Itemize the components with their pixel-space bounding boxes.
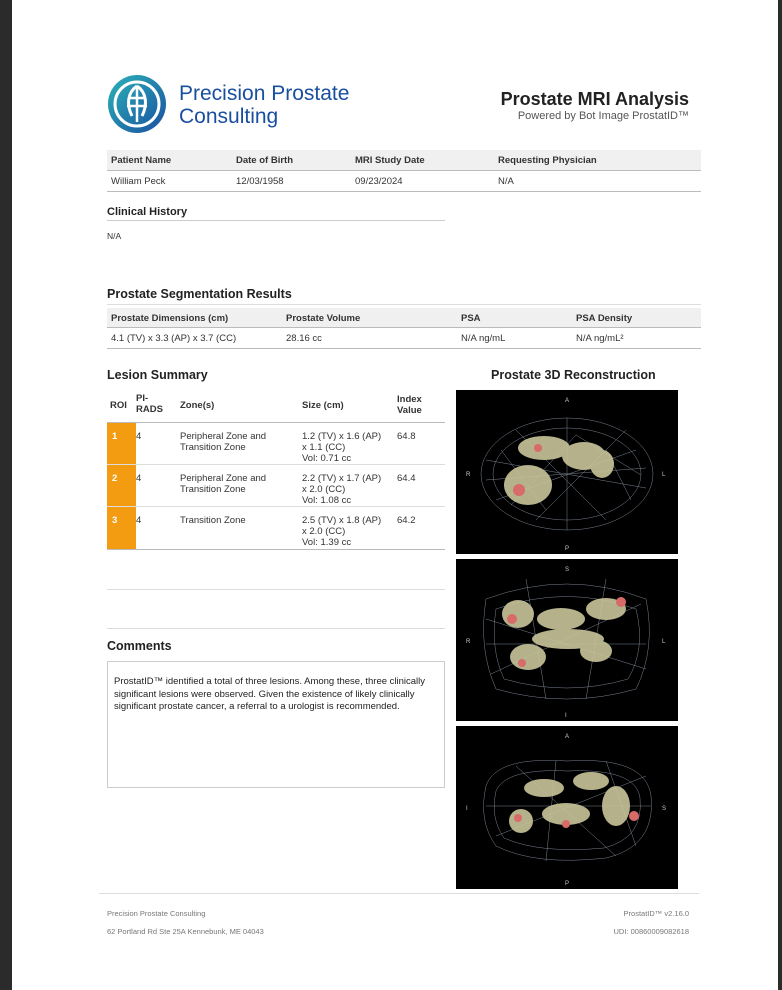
lesion-row (107, 423, 445, 464)
reconstruction-axial-view (456, 390, 678, 554)
comments-box (107, 661, 445, 788)
orientation-right-label: S (662, 806, 667, 812)
lesion-row (107, 507, 445, 549)
divider (107, 549, 445, 550)
psa-header: PSA (461, 313, 481, 324)
clinical-history-text: N/A (107, 231, 122, 241)
orientation-top-label: A (565, 398, 570, 404)
lesion-header-row (107, 390, 445, 422)
roi-header: ROI (110, 400, 127, 411)
index-header-line-2: Value (397, 405, 422, 416)
brand-name (179, 82, 349, 128)
orientation-left-label: R (466, 639, 471, 645)
comments-title: Comments (107, 639, 172, 653)
brand-line-1: Precision Prostate (179, 82, 350, 105)
divider (107, 304, 701, 305)
comments-text: ProstatID™ identified a total of three lesions. Among these, three clinically significant lesions were observed. Given the existence of likely clinically significant prostate cancer, a referral to a urologist is recommended. (114, 676, 426, 712)
psa-value: N/A ng/mL (461, 333, 506, 344)
zone-value: Peripheral Zone and Transition Zone (180, 473, 267, 495)
brand-line-2: Consulting (179, 105, 279, 128)
index-value: 64.8 (397, 431, 416, 442)
precision-prostate-logo-icon (107, 74, 167, 134)
lesion-row (107, 465, 445, 506)
pirads-header-line-2: RADS (136, 404, 163, 415)
orientation-bottom-label: P (565, 546, 570, 552)
clinical-history-title: Clinical History (107, 206, 188, 218)
zone-value: Transition Zone (180, 515, 246, 526)
orientation-right-label: L (662, 472, 666, 478)
reconstruction-coronal-view (456, 559, 678, 721)
dob-header: Date of Birth (236, 155, 293, 166)
divider (107, 628, 445, 629)
patient-header-row (107, 150, 701, 170)
prostate-dimensions: 4.1 (TV) x 3.3 (AP) x 3.7 (CC) (111, 333, 237, 344)
size-header: Size (cm) (302, 400, 344, 411)
divider (107, 170, 701, 171)
roi-number: 2 (107, 465, 136, 506)
divider (107, 220, 445, 221)
zone-header: Zone(s) (180, 400, 215, 411)
reconstruction-title: Prostate 3D Reconstruction (491, 368, 656, 382)
requesting-physician: N/A (498, 176, 514, 187)
report-subtitle: Powered by Bot Image ProstatID™ (517, 110, 689, 122)
orientation-left-label: I (466, 806, 468, 812)
divider (107, 589, 445, 590)
pirads-value: 4 (136, 473, 142, 484)
size-value: 2.2 (TV) x 1.7 (AP) x 2.0 (CC) Vol: 1.08 cc (302, 473, 382, 506)
orientation-bottom-label: I (565, 713, 567, 719)
patient-value-row (107, 176, 701, 190)
index-header-line-1: Index (397, 394, 422, 405)
report-page (12, 0, 778, 990)
pirads-value: 4 (136, 431, 142, 442)
divider (107, 191, 701, 192)
pirads-header-line-1: PI- (136, 393, 149, 404)
date-of-birth: 12/03/1958 (236, 176, 284, 187)
segmentation-header-row (107, 308, 701, 327)
psa-density-value: N/A ng/mL² (576, 333, 624, 344)
pirads-value: 4 (136, 515, 142, 526)
size-value: 1.2 (TV) x 1.6 (AP) x 1.1 (CC) Vol: 0.71 cc (302, 431, 382, 464)
size-value: 2.5 (TV) x 1.8 (AP) x 2.0 (CC) Vol: 1.39 cc (302, 515, 382, 548)
psa-density-header: PSA Density (576, 313, 633, 324)
segmentation-title: Prostate Segmentation Results (107, 287, 292, 301)
divider (107, 348, 701, 349)
segmentation-value-row (107, 333, 701, 347)
divider (107, 327, 701, 328)
orientation-right-label: L (662, 639, 666, 645)
reconstruction-sagittal-view (456, 726, 678, 889)
footer-divider (99, 893, 699, 894)
orientation-top-label: A (565, 734, 570, 740)
footer-version: ProstatID™ v2.16.0 (623, 909, 689, 918)
lesion-summary-title: Lesion Summary (107, 368, 208, 382)
roi-number: 1 (107, 423, 136, 464)
physician-header: Requesting Physician (498, 155, 597, 166)
dimensions-header: Prostate Dimensions (cm) (111, 313, 229, 324)
zone-value: Peripheral Zone and Transition Zone (180, 431, 267, 453)
footer-company: Precision Prostate Consulting (107, 909, 206, 918)
orientation-bottom-label: P (565, 881, 570, 887)
prostate-volume: 28.16 cc (286, 333, 322, 344)
footer-udi: UDI: 00860009082618 (613, 927, 689, 936)
study-date: 09/23/2024 (355, 176, 403, 187)
roi-number: 3 (107, 507, 136, 549)
orientation-left-label: R (466, 472, 471, 478)
patient-name: William Peck (111, 176, 166, 187)
footer-address: 62 Portland Rd Ste 25A Kennebunk, ME 04043 (107, 927, 264, 936)
index-value: 64.4 (397, 473, 416, 484)
index-value: 64.2 (397, 515, 416, 526)
study-date-header: MRI Study Date (355, 155, 425, 166)
orientation-top-label: S (565, 567, 570, 573)
patient-name-header: Patient Name (111, 155, 172, 166)
report-title: Prostate MRI Analysis (500, 89, 689, 109)
volume-header: Prostate Volume (286, 313, 361, 324)
